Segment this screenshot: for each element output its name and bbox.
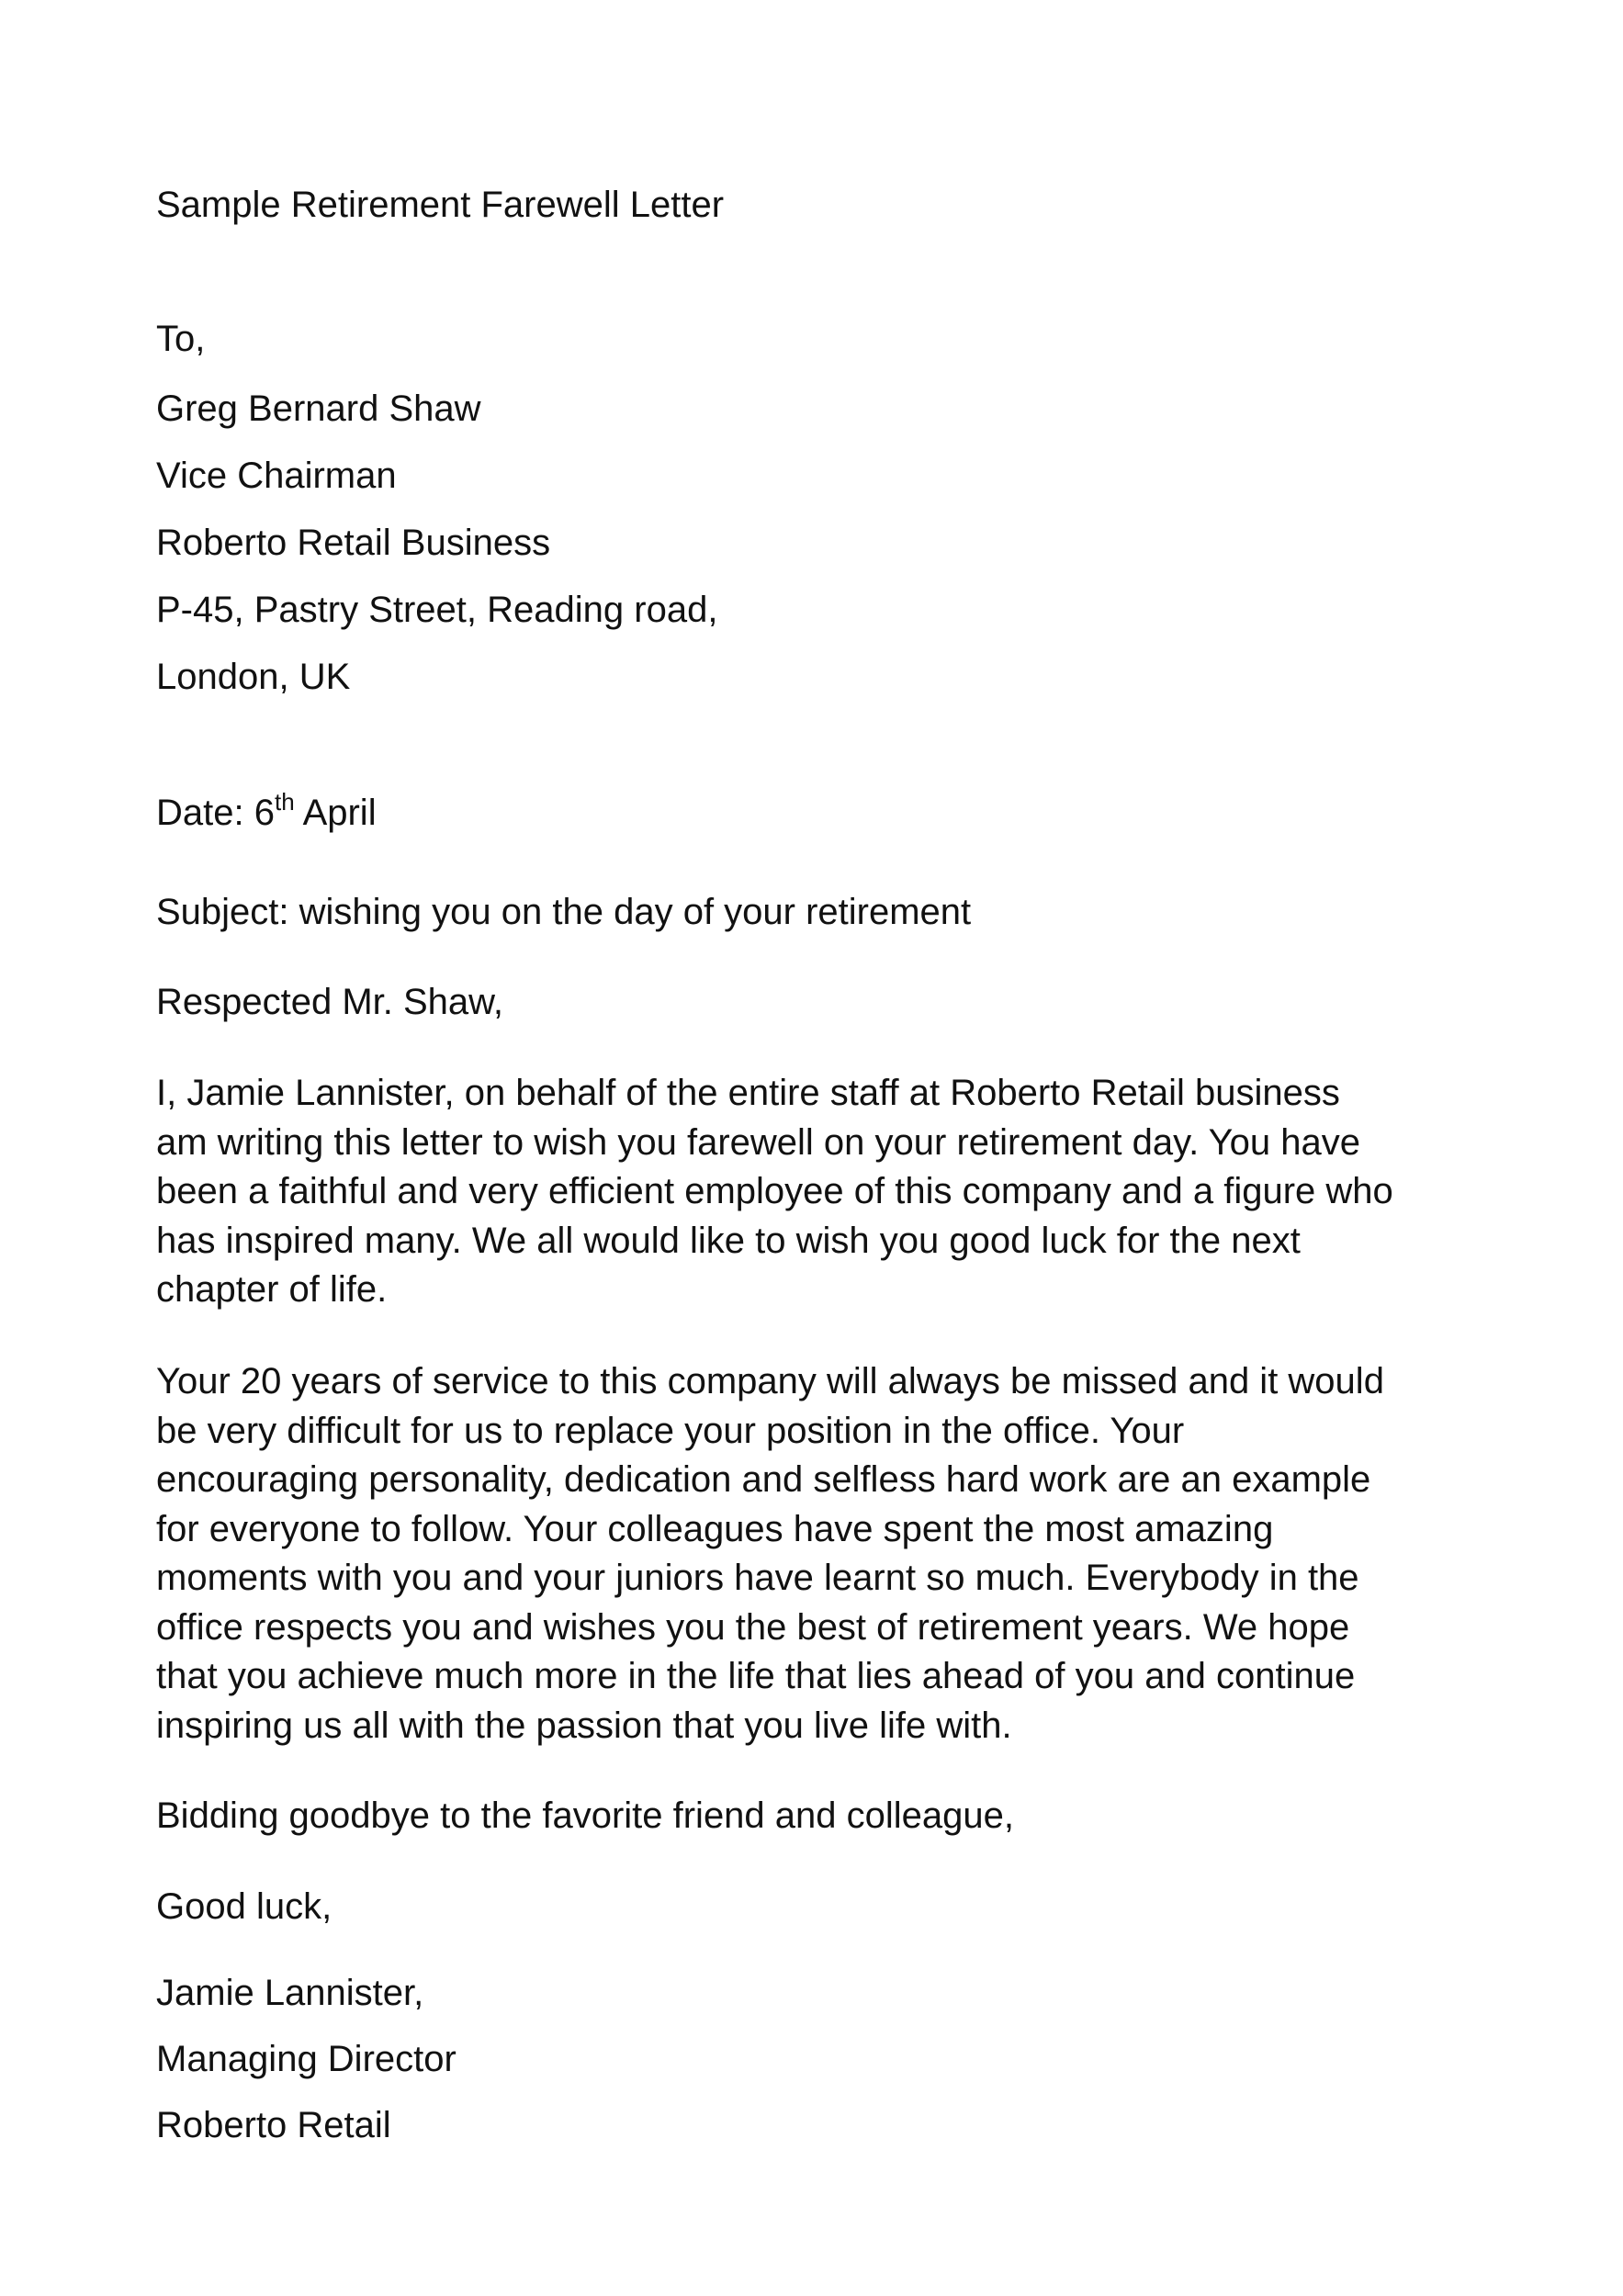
letter-greeting: Respected Mr. Shaw, bbox=[156, 982, 503, 1022]
date-label: Date: 6 bbox=[156, 793, 275, 833]
recipient-position: Vice Chairman bbox=[156, 456, 397, 496]
paragraph-2-line: be very difficult for us to replace your position in the office. Your bbox=[156, 1410, 1185, 1451]
paragraph-2-line: that you achieve much more in the life that lies ahead of you and continue bbox=[156, 1656, 1356, 1696]
paragraph-1-line: am writing this letter to wish you farewell on your retirement day. You have bbox=[156, 1121, 1361, 1163]
sender-position: Managing Director bbox=[156, 2039, 456, 2079]
paragraph-2-line: encouraging personality, dedication and selfless hard work are an example bbox=[156, 1459, 1371, 1500]
letter-subject: Subject: wishing you on the day of your retirement bbox=[156, 892, 972, 932]
paragraph-1-line: has inspired many. We all would like to wish you good luck for the next bbox=[156, 1220, 1301, 1261]
paragraph-2 bbox=[156, 1357, 1460, 1750]
sender-company: Roberto Retail bbox=[156, 2105, 391, 2145]
paragraph-1-line: been a faithful and very efficient employee of this company and a figure who bbox=[156, 1171, 1393, 1211]
letter-date bbox=[156, 788, 377, 838]
salutation-to: To, bbox=[156, 319, 206, 359]
closing-line: Bidding goodbye to the favorite friend and colleague, bbox=[156, 1795, 1015, 1836]
paragraph-2-line: moments with you and your juniors have learnt so much. Everybody in the bbox=[156, 1558, 1359, 1598]
sign-off: Good luck, bbox=[156, 1886, 332, 1927]
date-suffix: th bbox=[274, 787, 295, 816]
recipient-company: Roberto Retail Business bbox=[156, 523, 551, 563]
paragraph-2-line: office respects you and wishes you the best of retirement years. We hope bbox=[156, 1606, 1350, 1648]
paragraph-2-line: for everyone to follow. Your colleagues have spent the most amazing bbox=[156, 1508, 1274, 1549]
document-title: Sample Retirement Farewell Letter bbox=[156, 185, 725, 225]
paragraph-2-line: inspiring us all with the passion that you live life with. bbox=[156, 1705, 1012, 1746]
date-month: April bbox=[294, 793, 377, 833]
paragraph-1 bbox=[156, 1069, 1460, 1315]
recipient-address-line1: P-45, Pastry Street, Reading road, bbox=[156, 590, 718, 630]
sender-name: Jamie Lannister, bbox=[156, 1973, 424, 2013]
recipient-address-line2: London, UK bbox=[156, 657, 351, 697]
paragraph-1-line: I, Jamie Lannister, on behalf of the entire staff at Roberto Retail business bbox=[156, 1073, 1340, 1113]
paragraph-1-line: chapter of life. bbox=[156, 1269, 388, 1310]
recipient-name: Greg Bernard Shaw bbox=[156, 388, 481, 429]
paragraph-2-line: Your 20 years of service to this company will always be missed and it would bbox=[156, 1361, 1384, 1401]
